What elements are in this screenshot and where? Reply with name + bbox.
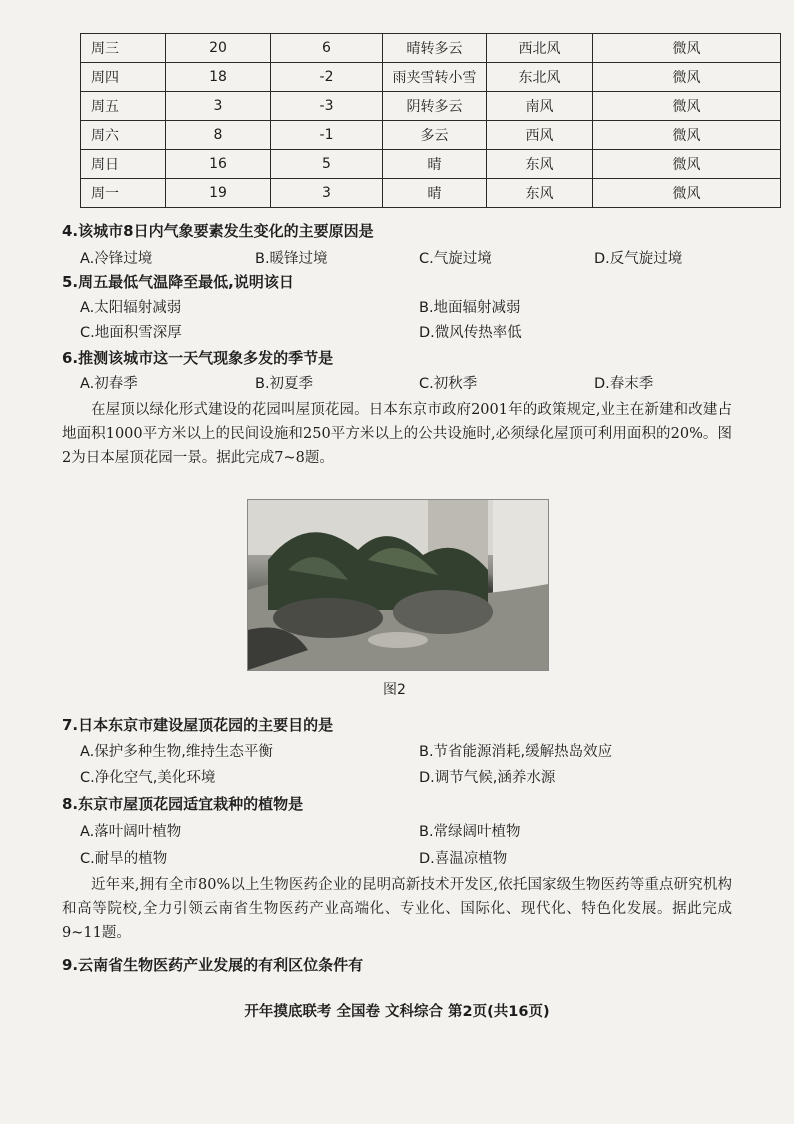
table-row bbox=[81, 121, 781, 150]
table-cell: 晴 bbox=[383, 179, 487, 208]
table-cell: 周三 bbox=[81, 34, 166, 63]
q7-option-d: D.调节气候,涵养水源 bbox=[419, 770, 556, 786]
q6-option-d: D.春末季 bbox=[594, 376, 654, 392]
q5-option-d: D.微风传热率低 bbox=[419, 325, 522, 341]
q5-option-b: B.地面辐射减弱 bbox=[419, 300, 521, 316]
table-cell: 8 bbox=[166, 121, 271, 150]
table-row bbox=[81, 63, 781, 92]
table-cell: 周五 bbox=[81, 92, 166, 121]
table-cell: 3 bbox=[271, 179, 383, 208]
table-cell: 3 bbox=[166, 92, 271, 121]
q6-option-b: B.初夏季 bbox=[255, 376, 314, 392]
table-cell: -3 bbox=[271, 92, 383, 121]
table-cell: 多云 bbox=[383, 121, 487, 150]
table-cell: 周六 bbox=[81, 121, 166, 150]
table-cell: -1 bbox=[271, 121, 383, 150]
q4-option-c: C.气旋过境 bbox=[419, 251, 492, 267]
table-cell: 5 bbox=[271, 150, 383, 179]
table-cell: 18 bbox=[166, 63, 271, 92]
table-cell: 微风 bbox=[593, 150, 781, 179]
figure-2-caption: 图2 bbox=[383, 682, 406, 698]
table-cell: 东风 bbox=[487, 150, 593, 179]
q7-option-a: A.保护多种生物,维持生态平衡 bbox=[80, 744, 273, 760]
table-cell: 周日 bbox=[81, 150, 166, 179]
table-cell: 6 bbox=[271, 34, 383, 63]
page-footer: 开年摸底联考 全国卷 文科综合 第2页(共16页) bbox=[244, 1004, 550, 1020]
q7-option-c: C.净化空气,美化环境 bbox=[80, 770, 216, 786]
table-cell: 微风 bbox=[593, 179, 781, 208]
q8-option-d: D.喜温凉植物 bbox=[419, 851, 508, 867]
q8-option-c: C.耐旱的植物 bbox=[80, 851, 168, 867]
table-cell: 微风 bbox=[593, 63, 781, 92]
table-cell: 南风 bbox=[487, 92, 593, 121]
passage-biomedicine: 近年来,拥有全市80%以上生物医药企业的昆明高新技术开发区,依托国家级生物医药等重点研究机构和高等院校,全力引领云南省生物医药产业高端化、专业化、国际化、现代化、特色化发展。据此完成9~11题。 bbox=[62, 877, 732, 941]
table-cell: 雨夹雪转小雪 bbox=[383, 63, 487, 92]
passage-rooftop-garden: 在屋顶以绿化形式建设的花园叫屋顶花园。日本东京市政府2001年的政策规定,业主在新建和改建占地面积1000平方米以上的民间设施和250平方米以上的公共设施时,必须绿化屋顶可利用面积的20%。图2为日本屋顶花园一景。据此完成7~8题。 bbox=[62, 402, 732, 466]
question-9-stem: 9.云南省生物医药产业发展的有利区位条件有 bbox=[62, 956, 364, 974]
question-8-stem: 8.东京市屋顶花园适宜栽种的植物是 bbox=[62, 795, 304, 813]
q6-option-a: A.初春季 bbox=[80, 376, 138, 392]
q5-option-c: C.地面积雪深厚 bbox=[80, 325, 182, 341]
q8-option-b: B.常绿阔叶植物 bbox=[419, 824, 521, 840]
table-row bbox=[81, 34, 781, 63]
table-cell: 微风 bbox=[593, 121, 781, 150]
table-cell: 微风 bbox=[593, 34, 781, 63]
table-cell: 阴转多云 bbox=[383, 92, 487, 121]
table-cell: 16 bbox=[166, 150, 271, 179]
q4-option-b: B.暖锋过境 bbox=[255, 251, 328, 267]
q8-option-a: A.落叶阔叶植物 bbox=[80, 824, 182, 840]
table-row bbox=[81, 179, 781, 208]
q6-option-c: C.初秋季 bbox=[419, 376, 478, 392]
q5-option-a: A.太阳辐射减弱 bbox=[80, 300, 182, 316]
table-cell: 微风 bbox=[593, 92, 781, 121]
table-cell: 19 bbox=[166, 179, 271, 208]
weather-table-body bbox=[81, 34, 781, 208]
weather-table bbox=[80, 33, 781, 208]
table-cell: 东北风 bbox=[487, 63, 593, 92]
q4-option-a: A.冷锋过境 bbox=[80, 251, 153, 267]
table-cell: 西风 bbox=[487, 121, 593, 150]
table-cell: 东风 bbox=[487, 179, 593, 208]
table-row bbox=[81, 150, 781, 179]
table-cell: 20 bbox=[166, 34, 271, 63]
table-cell: 晴 bbox=[383, 150, 487, 179]
question-7-stem: 7.日本东京市建设屋顶花园的主要目的是 bbox=[62, 716, 334, 734]
question-5-stem: 5.周五最低气温降至最低,说明该日 bbox=[62, 273, 294, 291]
q7-option-b: B.节省能源消耗,缓解热岛效应 bbox=[419, 744, 613, 760]
rooftop-garden-photo bbox=[247, 499, 549, 671]
table-row bbox=[81, 92, 781, 121]
question-6-stem: 6.推测该城市这一天气现象多发的季节是 bbox=[62, 349, 334, 367]
table-cell: 西北风 bbox=[487, 34, 593, 63]
table-cell: 周四 bbox=[81, 63, 166, 92]
table-cell: 周一 bbox=[81, 179, 166, 208]
question-4-stem: 4.该城市8日内气象要素发生变化的主要原因是 bbox=[62, 222, 374, 240]
q4-option-d: D.反气旋过境 bbox=[594, 251, 683, 267]
table-cell: -2 bbox=[271, 63, 383, 92]
table-cell: 晴转多云 bbox=[383, 34, 487, 63]
